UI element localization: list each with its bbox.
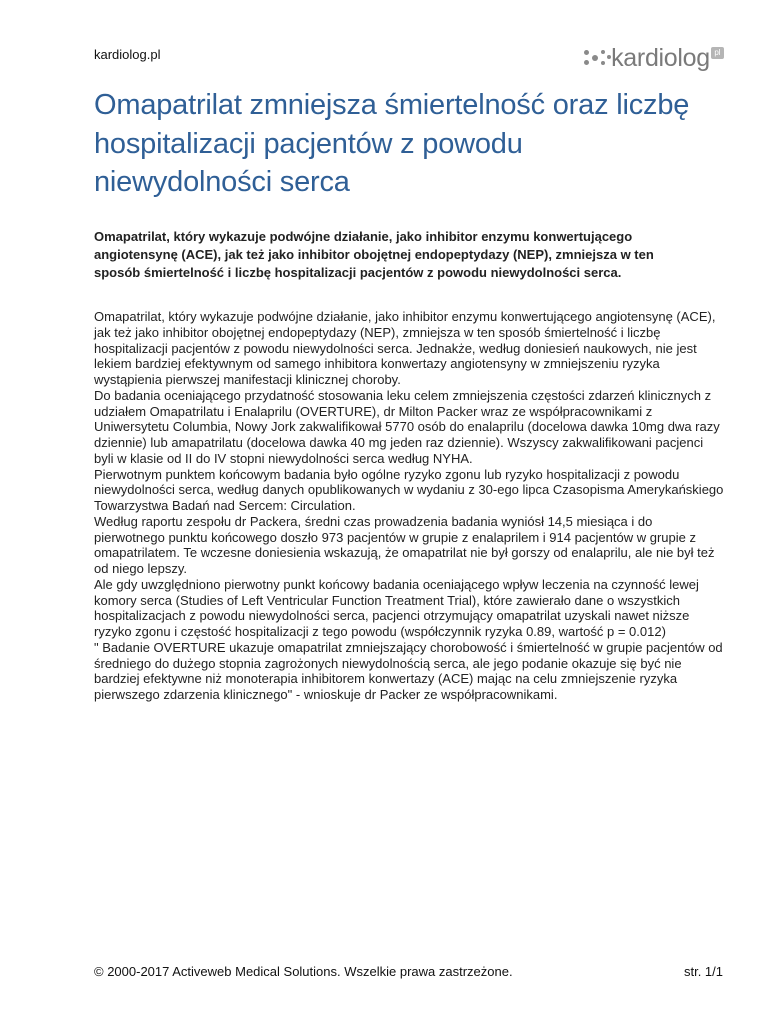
footer-copyright: © 2000-2017 Activeweb Medical Solutions. Wszelkie prawa zastrzeżone. bbox=[94, 964, 513, 979]
logo-wordmark: kardiolog bbox=[611, 44, 710, 72]
article-paragraph: Do badania oceniającego przydatność stosowania leku celem zmniejszenia częstości zdarzeń klinicznych z udziałem Omapatrilatu i Enalaprilu (OVERTURE), dr Milton Packer wraz ze współpracownikami z Uniwersytetu Columbia, Nowy Jork zakwalifikował 5770 osób do enalaprilu (docelowa dawka 10mg dwa razy dziennie) lub amapatrilatu (docelowa dawka 40 mg jeden raz dziennie). Wszyscy zakwalifikowani pacjenci byli w klasie od II do IV stopni niewydolności serca według NYHA. bbox=[94, 387, 720, 466]
logo-badge: pl bbox=[711, 47, 724, 59]
article-body bbox=[94, 309, 726, 703]
article-lead: Omapatrilat, który wykazuje podwójne działanie, jako inhibitor enzymu konwertującego angiotensynę (ACE), jak też jako inhibitor obojętnej endopeptydazy (NEP), zmniejsza w ten sposób śmiertelność i liczbę hospitalizacji pacjentów z powodu niewydolności serca. bbox=[94, 229, 654, 280]
article-title: Omapatrilat zmniejsza śmiertelność oraz liczbę hospitalizacji pacjentów z powodu niewydolności serca bbox=[94, 89, 690, 198]
article-paragraph: Ale gdy uwzględniono pierwotny punkt końcowy badania oceniającego wpływ leczenia na czynność lewej komory serca (Studies of Left Ventricular Function Treatment Trial), które zawierało dane o wszystkich hospitalizacjach z powodu niewydolności serca, pacjenci otrzymujący omapatrilat uzyskali nawet niższe ryzyko zgonu i częstość hospitalizacji z tego powodu (współczynnik ryzyka 0.89, wartość p = 0.012) bbox=[94, 576, 699, 639]
page-number: str. 1/1 bbox=[683, 964, 723, 979]
kardiolog-logo bbox=[582, 44, 724, 72]
article-paragraph: " Badanie OVERTURE ukazuje omapatrilat zmniejszający chorobowość i śmiertelność w grupie pacjentów od średniego do dużego stopnia zagrożonych niewydolnością serca, ale jego podanie okazuje się być nie bardziej efektywne niż monoterapia inhibitorem konwertazy (ACE) mając na celu zmniejszenie ryzyka pierwszego zdarzenia klinicznego" - wnioskuje dr Packer ze współpracownikami. bbox=[94, 639, 723, 702]
article-paragraph: Omapatrilat, który wykazuje podwójne działanie, jako inhibitor enzymu konwertującego angiotensynę (ACE), jak też jako inhibitor obojętnej endopeptydazy (NEP), zmniejsza w ten sposób śmiertelność i liczbę hospitalizacji pacjentów z powodu niewydolności serca. Jednakże, według doniesień naukowych, nie jest lekiem bardziej efektywnym od samego inhibitora konwertazy angiotensyny w zmniejszeniu ryzyka wystąpienia pierwszej manifestacji klinicznej choroby. bbox=[94, 309, 716, 387]
article-paragraph: Według raportu zespołu dr Packera, średni czas prowadzenia badania wyniósł 14,5 miesiąca i do pierwotnego punktu końcowego doszło 973 pacjentów w grupie z enalaprilem i 914 pacjentów w grupie z omapatrilatem. Te wczesne doniesienia wskazują, że omapatrilat nie był gorszy od enalaprilu, ale nie był też od niego lepszy. bbox=[94, 513, 715, 576]
logo-dots-icon bbox=[582, 46, 610, 70]
article-paragraph: Pierwotnym punktem końcowym badania było ogólne ryzyko zgonu lub ryzyko hospitalizacji z powodu niewydolności serca, według danych opublikowanych w wydaniu z 30-ego lipca Czasopisma Amerykańskiego Towarzystwa Badań nad Sercem: Circulation. bbox=[94, 466, 724, 513]
site-name: kardiolog.pl bbox=[94, 47, 161, 62]
